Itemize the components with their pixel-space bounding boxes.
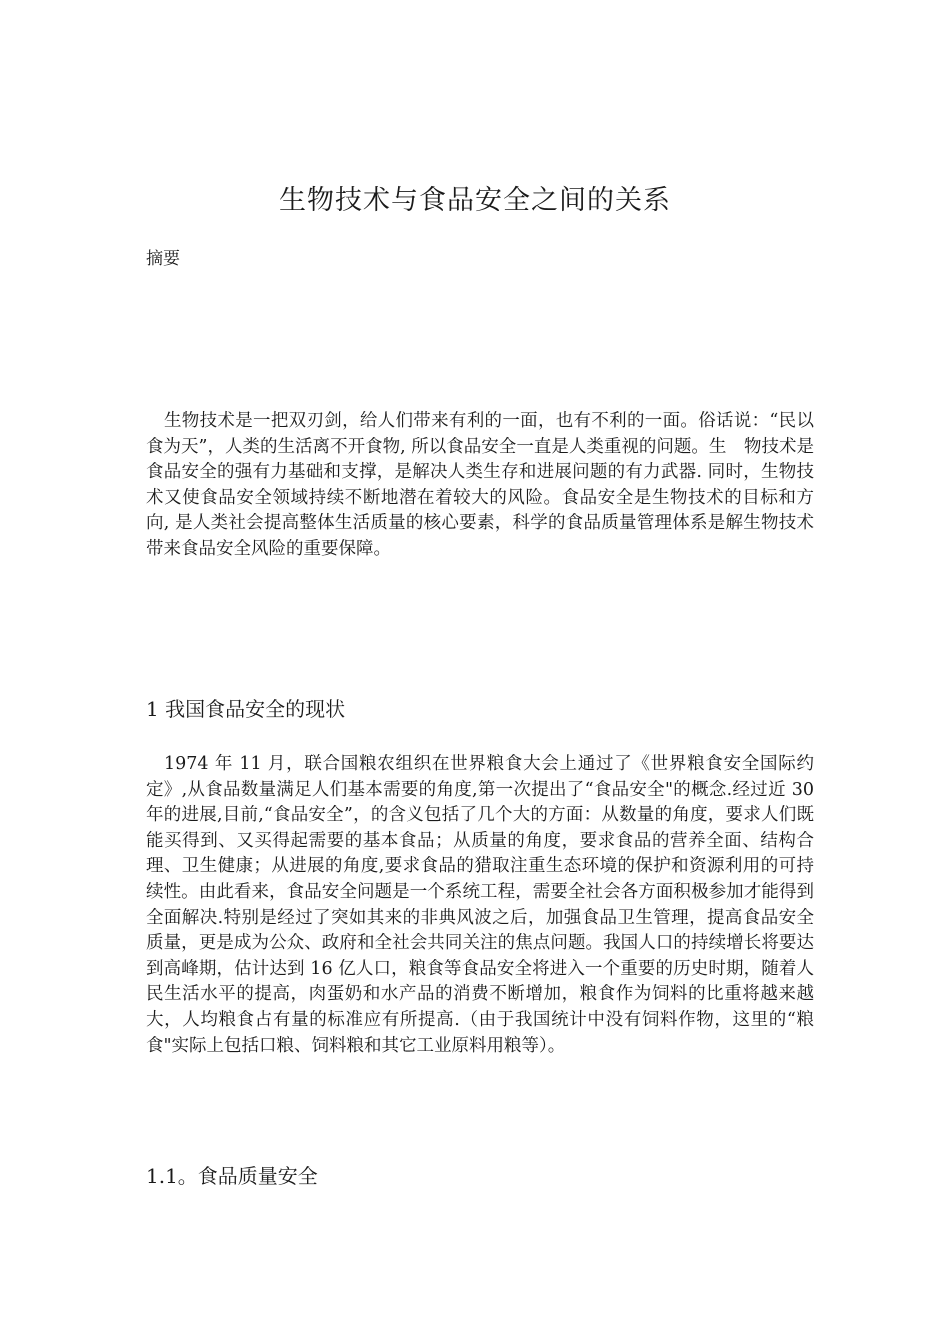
abstract-paragraph: 生物技术是一把双刃剑，给人们带来有利的一面，也有不利的一面。俗话说：“民以食为天”，人类的生活离不开食物, 所以食品安全一直是人类重视的问题。生 物技术是食品安全的强有力基础和支撑，是解决人类生存和进展问题的有力武器. 同时，生物技术又使食品安全领域持续不断地潜在着较大的风险。食品安全是生物技术的目标和方向, 是人类社会提高整体生活质量的核心要素，科学的食品质量管理体系是解生物技术带来食品安全风险的重要保障。 <box>146 411 814 559</box>
abstract-label: 摘要 <box>146 249 180 269</box>
section-heading-1-1: 1.1。食品质量安全 <box>146 1164 318 1188</box>
section-1-paragraph: 1974 年 11 月，联合国粮农组织在世界粮食大会上通过了《世界粮食安全国际约定》,从食品数量满足人们基本需要的角度,第一次提出了“食品安全"的概念.经过近 30 年的进展,目前,“食品安全”，的含义包括了几个大的方面：从数量的角度，要求人们既能买得到、又买得起需要的基本食品；从质量的角度，要求食品的营养全面、结构合理、卫生健康；从进展的角度,要求食品的猎取注重生态环境的保护和资源利用的可持续性。由此看来，食品安全问题是一个系统工程，需要全社会各方面积极参加才能得到全面解决.特别是经过了突如其来的非典风波之后，加强食品卫生管理，提高食品安全质量，更是成为公众、政府和全社会共同关注的焦点问题。我国人口的持续增长将要达到高峰期，估计达到 16 亿人口，粮食等食品安全将进入一个重要的历史时期，随着人民生活水平的提高，肉蛋奶和水产品的消费不断增加，粮食作为饲料的比重将越来越大，人均粮食占有量的标准应有所提高.（由于我国统计中没有饲料作物，这里的“粮食"实际上包括口粮、饲料粮和其它工业原料用粮等）。 <box>146 754 814 1056</box>
section-heading-1: 1 我国食品安全的现状 <box>146 697 346 721</box>
document-title: 生物技术与食品安全之间的关系 <box>279 185 671 216</box>
